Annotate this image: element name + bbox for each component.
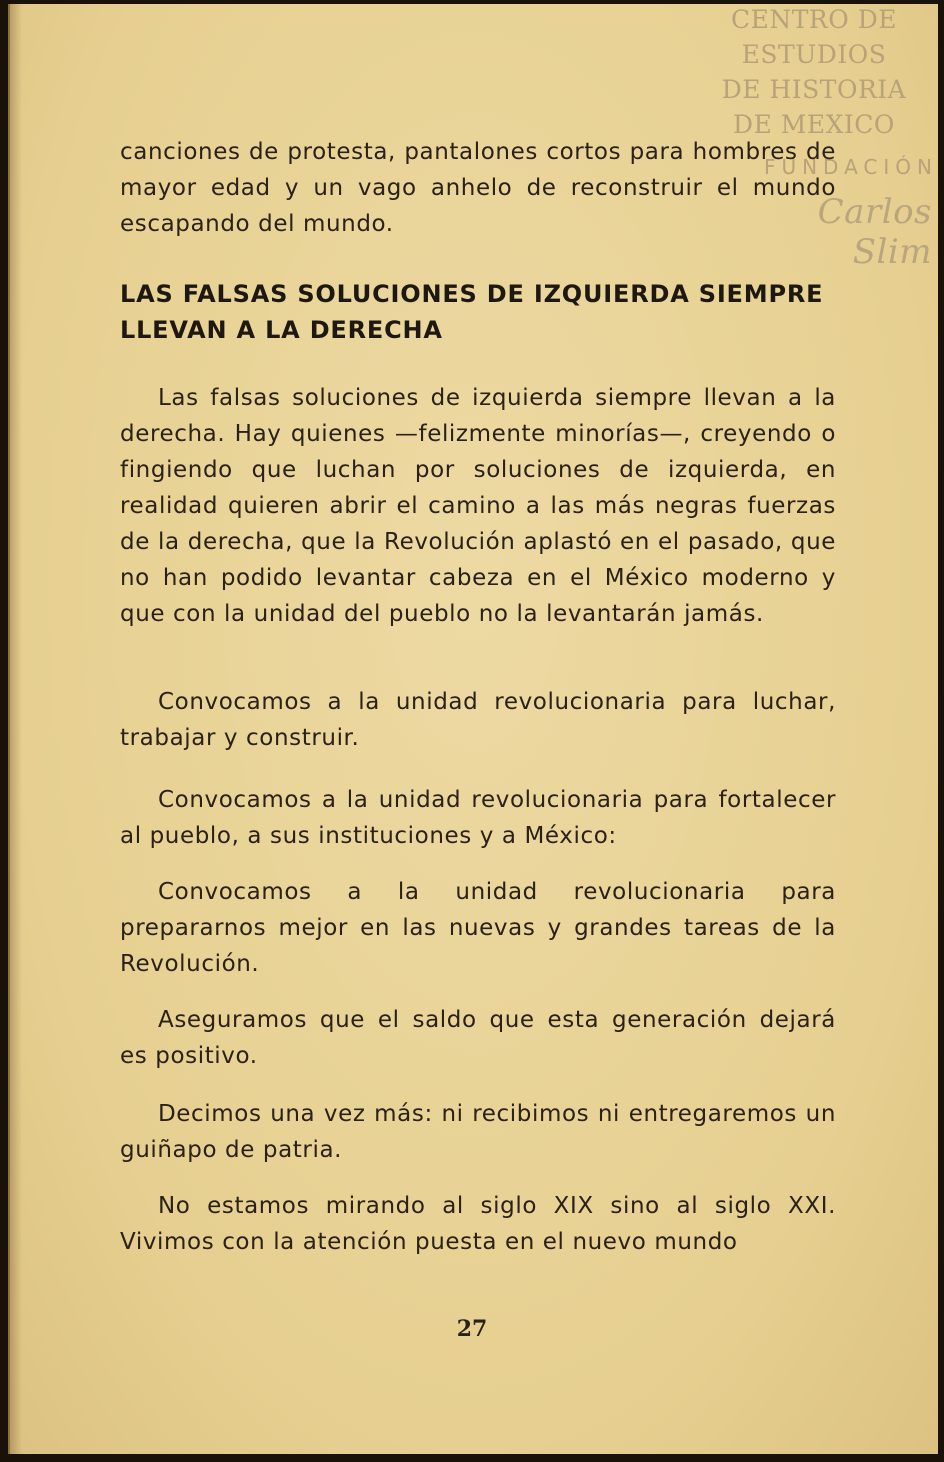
paragraph: Convocamos a la unidad revolucionaria para prepararnos mejor en las nuevas y grandes tareas de la Revolución. (120, 879, 836, 977)
paragraph: Convocamos a la unidad revolucionaria para luchar, trabajar y construir. (120, 689, 836, 751)
page-number: 27 (456, 1316, 488, 1342)
paragraph: No estamos mirando al siglo XIX sino al siglo XXI. Vivimos con la atención puesta en el nuevo mundo (120, 1193, 836, 1255)
watermark-signature: Carlos Slim (817, 192, 932, 272)
paragraph: Decimos una vez más: ni recibimos ni entregaremos un guiñapo de patria. (120, 1101, 836, 1163)
watermark-line: CENTRO DE (731, 5, 897, 34)
archive-watermark (694, 2, 938, 272)
watermark-fundacion: FUNDACIÓN (763, 155, 938, 179)
watermark-line: DE HISTORIA (721, 75, 907, 104)
paragraph-continued: canciones de protesta, pantalones cortos para hombres de mayor edad y un vago anhelo de reconstruir el mundo escapando del mundo. (120, 139, 836, 237)
paragraph: Convocamos a la unidad revolucionaria para fortalecer al pueblo, a sus instituciones y a México: (120, 787, 836, 849)
paragraph: Aseguramos que el saldo que esta generación dejará es positivo. (120, 1007, 836, 1069)
section-heading: LAS FALSAS SOLUCIONES DE IZQUIERDA SIEMPRE LLEVAN A LA DERECHA (120, 280, 824, 344)
watermark-line: ESTUDIOS (741, 40, 887, 69)
spine-shadow (8, 4, 22, 1454)
paragraph: Las falsas soluciones de izquierda siempre llevan a la derecha. Hay quienes —felizmente minorías—, creyendo o fingiendo que luchan por soluciones de izquierda, en realidad quieren abrir el camino a las más negras fuerzas de la derecha, que la Revolución aplastó en el pasado, que no han podido levantar cabeza en el México moderno y que con la unidad del pueblo no la levantarán jamás. (120, 385, 836, 627)
watermark-line: DE MEXICO (733, 110, 895, 139)
